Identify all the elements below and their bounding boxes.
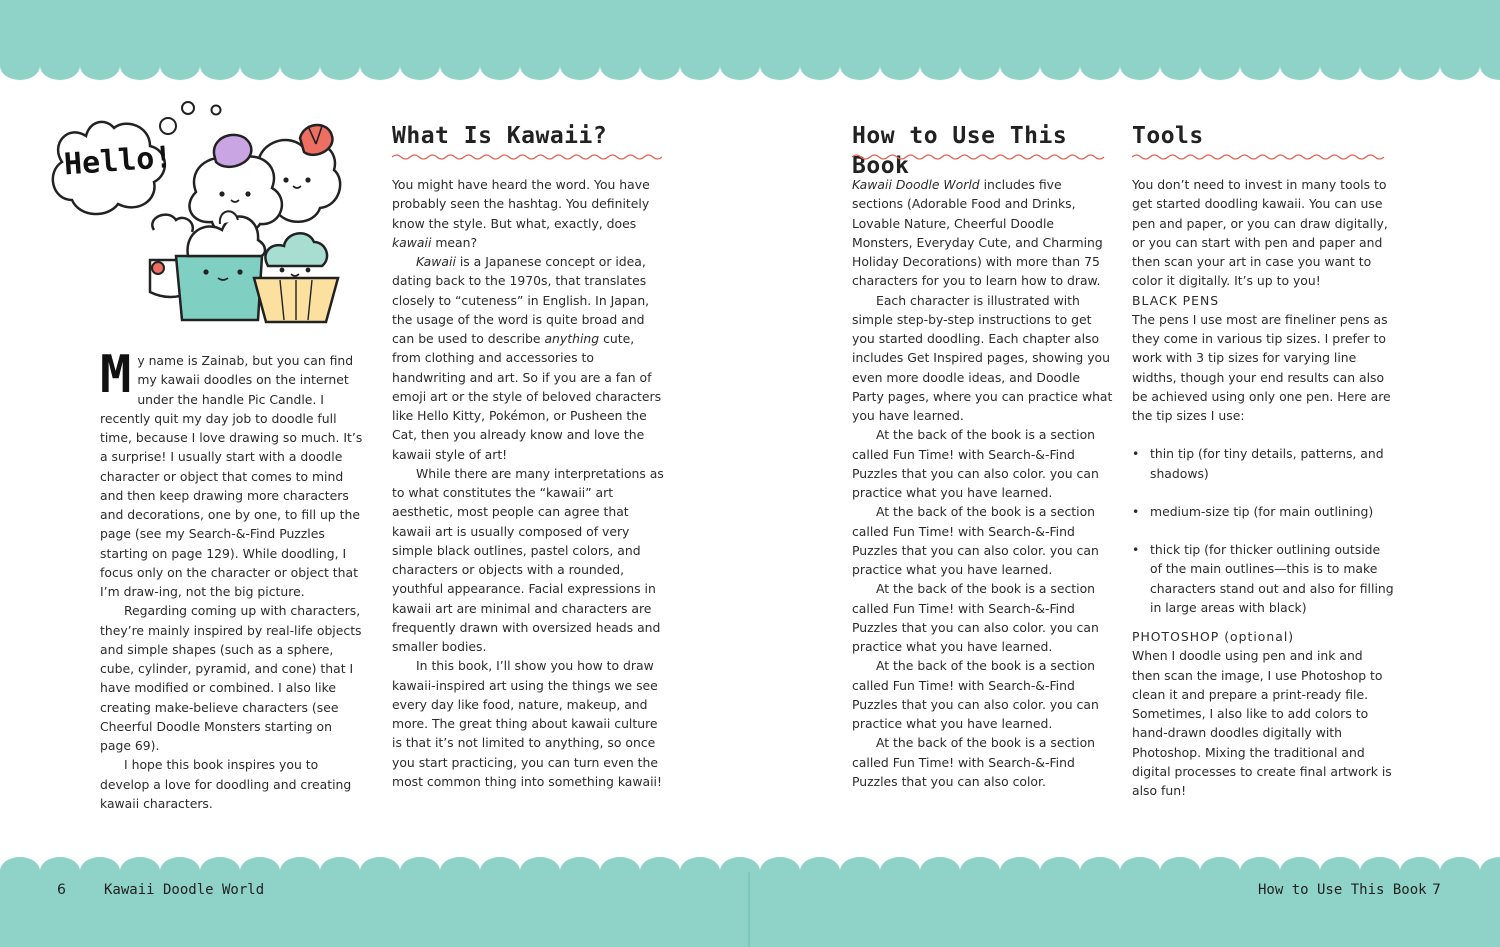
howto-paragraph-3: At the back of the book is a section called Fun Time! with Search-&-Find Puzzles that you can also color. you can practice what you have learned. — [852, 427, 1099, 500]
right-page-number: 7 — [1432, 882, 1441, 898]
black-pens-title: BLACK PENS — [1132, 292, 1220, 308]
kawaii-paragraph-1: You might have heard the word. You have probably seen the hashtag. You definitely know the style. But what, exactly, does kawaii mean? — [392, 177, 650, 250]
heading-squiggle — [392, 153, 662, 161]
howto-column — [852, 121, 1114, 791]
intro-paragraph-3: I hope this book inspires you to develop a love for doodling and creating kawaii characters. — [100, 757, 352, 811]
howto-heading: How to Use This Book — [852, 123, 1068, 179]
hello-bubble-text: Hello! — [62, 139, 174, 183]
intro-paragraph-2: Regarding coming up with characters, they’re mainly inspired by real-life objects and simple shapes (such as a sphere, cube, cylinder, pyramid, and cone) that I have modified or combined. I also like creating make-believe characters (see Cheerful Doodle Monsters starting on page 69). — [100, 603, 362, 753]
howto-paragraph-5: At the back of the book is a section called Fun Time! with Search-&-Find Puzzles that you can also color. you can practice what you have learned. — [852, 581, 1099, 654]
tip-sizes-list — [1132, 444, 1394, 617]
kawaii-heading: What Is Kawaii? — [392, 123, 608, 149]
howto-paragraph-4: At the back of the book is a section called Fun Time! with Search-&-Find Puzzles that you can also color. you can practice what you have learned. — [852, 504, 1099, 577]
kawaii-column — [392, 121, 664, 791]
list-item: • medium-size tip (for main outlining) — [1132, 502, 1394, 521]
black-pens-body: The pens I use most are fineliner pens as they come in various tip sizes. I prefer to work with 3 tip sizes for varying line widths, though your end results can also be achieved using only one pen. Here are the tip sizes I use: — [1132, 311, 1391, 423]
left-page-number: 6 — [57, 882, 66, 898]
left-running-title: Kawaii Doodle World — [104, 882, 265, 898]
heading-squiggle — [1132, 153, 1390, 161]
intro-paragraph-1: M y name is Zainab, but you can find my kawaii doodles on the internet under the handle Pic Candle. I recently quit my day job to doodle full time, because I love drawing so much. It’s a surprise! I usually start with a doodle character or object that comes to mind and then keep drawing more characters and decorations, one by one, to fill up the page (see my Search-&-Find Puzzles starting on page 129). While doodling, I focus only on the character or object that I’m draw-ing, not the big picture. — [100, 345, 363, 599]
right-running-title: How to Use This Book — [1258, 882, 1427, 898]
howto-paragraph-6: At the back of the book is a section called Fun Time! with Search-&-Find Puzzles that you can also color. you can practice what you have learned. — [852, 658, 1099, 731]
page-gutter — [748, 872, 750, 947]
photoshop-title: PHOTOSHOP (optional) — [1132, 629, 1295, 644]
kawaii-paragraph-3: While there are many interpretations as to what constitutes the “kawaii” art aesthetic, most people can agree that kawaii art is usually composed of very simple black outlines, pastel colors, and characters or objects with a rounded, youthful appearance. Facial expressions in kawaii art are minimal and characters are frequently drawn with oversized heads and smaller bodies. — [392, 465, 664, 654]
tools-intro: You don’t need to invest in many tools to get started doodling kawaii. You can use pen and paper, or you can draw digitally, or you can start with pen and paper and then scan your art in case you want to color it digitally. It’s up to you! — [1132, 177, 1388, 289]
howto-paragraph-7: At the back of the book is a section called Fun Time! with Search-&-Find Puzzles that you can also color. — [852, 735, 1096, 789]
tools-column — [1132, 121, 1394, 800]
drop-cap: M — [100, 345, 132, 405]
list-item: • thin tip (for tiny details, patterns, and shadows) — [1132, 444, 1394, 483]
tools-heading: Tools — [1132, 123, 1204, 149]
bottom-scallop-band — [0, 855, 1500, 947]
list-item: • thick tip (for thicker outlining outside of the main outlines—this is to make characters stand out and also for filling in large areas with black) — [1132, 540, 1394, 617]
photoshop-body: When I doodle using pen and ink and then scan the image, I use Photoshop to clean it and prepare a print-ready file. Sometimes, I also like to add colors to hand-drawn doodles digitally with Photoshop. Mixing the traditional and digital processes to create final artwork is also fun! — [1132, 648, 1392, 798]
howto-paragraph-2: Each character is illustrated with simple step-by-step instructions to get you started doodling. Each chapter also includes Get Inspired pages, showing you even more doodle ideas, and Doodle Party pages, where you can practice what you have learned. — [852, 292, 1113, 423]
howto-paragraph-1: Kawaii Doodle World includes five sections (Adorable Food and Drinks, Lovable Nature, Cheerful Doodle Monsters, Everyday Cute, and Charming Holiday Decorations) with more than 75 characters for you to learn how to draw. — [852, 177, 1103, 289]
top-scallop-band — [0, 0, 1500, 84]
kawaii-paragraph-4: In this book, I’ll show you how to draw kawaii-inspired art using the things we see every day like food, nature, makeup, and more. The great thing about kawaii culture is that it’s not limited to anything, so once you start practicing, you can turn even the most common thing into something kawaii! — [392, 658, 662, 789]
kawaii-paragraph-2: Kawaii is a Japanese concept or idea, dating back to the 1970s, that translates closely to “cuteness” in English. In Japan, the usage of the word is quite broad and can be used to describe anything cute, from clothing and accessories to handwriting and art. So if you are a fan of emoji art or the style of beloved characters like Hello Kitty, Pokémon, or Pusheen the Cat, then you already know and love the kawaii style of art! — [392, 254, 662, 462]
kawaii-desserts-illustration — [46, 96, 366, 332]
intro-column — [100, 345, 366, 813]
